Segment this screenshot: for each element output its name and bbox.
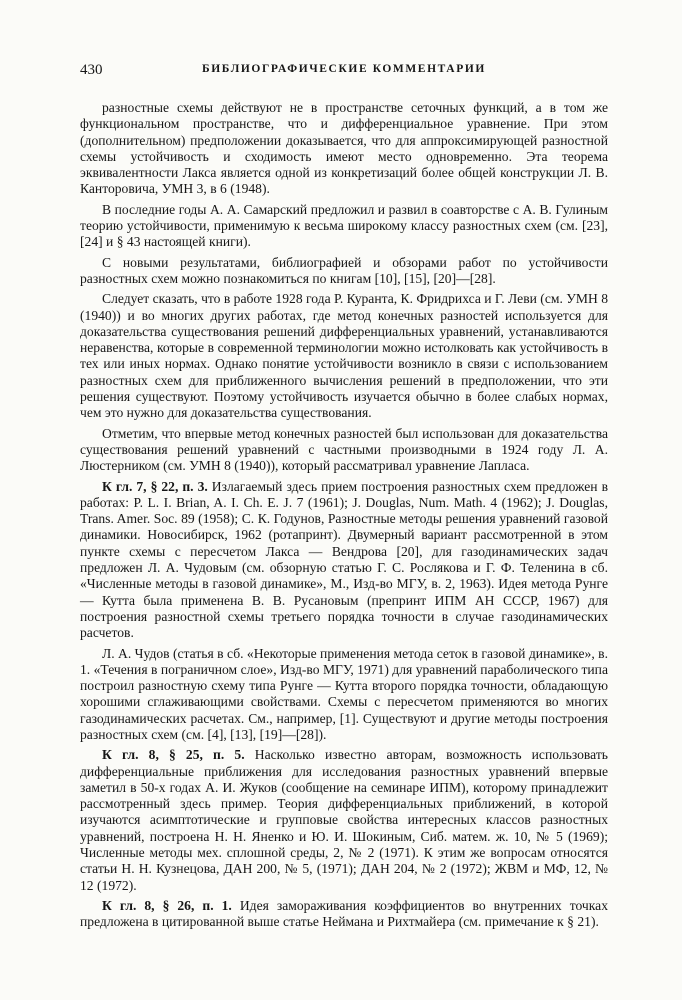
paragraph-text: С новыми результатами, библиографией и обзорами работ по устойчивости разностных схем можно познакомиться по книгам [10], [15], [20]—[28]. — [80, 254, 608, 286]
paragraph-text: В последние годы А. А. Самарский предложил и развил в соавторстве с А. В. Гулиным теорию устойчивости, применимую к весьма широкому классу разностных схем (см. [23], [24] и § 43 настоящей книги). — [80, 201, 608, 250]
page-body — [80, 100, 608, 935]
comment-reference: К гл. 8, § 25, п. 5. — [102, 747, 245, 763]
comment-reference: К гл. 8, § 26, п. 1. — [102, 897, 232, 913]
paragraph-text: Излагаемый здесь прием построения разностных схем предложен в работах: P. L. I. Brian, A. I. Ch. E. J. 7 (1961); J. Douglas, Num. Math. 4 (1962); J. Douglas, Trans. Amer. Soc. 89 (1958); С. К. Годунов, Разностные методы решения уравнений газовой динамики. Новосибирск, 1962 (ротапринт). Двумерный вариант рассмотренной в этом пункте схемы с пересчетом Лакса — Вендрова [20], для газодинамических задач предложен Л. А. Чудовым (см. обзорную статью Г. С. Рослякова и Г. Ф. Теленина в сб. «Численные методы в газовой динамике», М., Изд-во МГУ, в. 2, 1963). Идея метода Рунге — Кутта была применена В. В. Русановым (препринт ИПМ АН СССР, 1967) для построения разностной схемы третьего порядка точности в случае газодинамических расчетов. — [80, 478, 608, 641]
paragraph — [80, 646, 608, 744]
paragraph-text: Отметим, что впервые метод конечных разностей был использован для доказательства существования решений уравнений с частными производными в 1924 году Л. А. Люстерником (см. УМН 8 (1940)), который рассматривал уравнение Лапласа. — [80, 425, 608, 474]
paragraph — [80, 898, 608, 931]
comment-reference: К гл. 7, § 22, п. 3. — [102, 478, 208, 494]
paragraph-text: Следует сказать, что в работе 1928 года Р. Куранта, К. Фридрихса и Г. Леви (см. УМН 8 (1940)) и во многих других работах, где метод конечных разностей используется для доказательства существования решений дифференциальных уравнений, устанавливаются неравенства, которые в современной терминологии можно истолковать как устойчивость в тех или иных нормах. Однако понятие устойчивости возникло в связи с использованием разностных схем для приближенного вычисления решений в предположении, что эти решения существуют. Поэтому устойчивость изучается обычно в более слабых нормах, чем это нужно для доказательства существования. — [80, 291, 608, 421]
paragraph — [80, 479, 608, 642]
paragraph — [80, 747, 608, 894]
paragraph — [80, 100, 608, 198]
paragraph-text: Л. А. Чудов (статья в сб. «Некоторые применения метода сеток в газовой динамике», в. 1. «Течения в пограничном слое», Изд-во МГУ, 1971) для уравнений параболического типа построил разностную схему типа Рунге — Кутта второго порядка точности, обладающую хорошими сглаживающими свойствами. Схемы с пересчетом применяются во многих газодинамических расчетах. См., например, [1]. Существуют и другие методы построения разностных схем (см. [4], [13], [19]—[28]). — [80, 645, 608, 742]
page-header — [80, 62, 608, 84]
paragraph — [80, 291, 608, 421]
paragraph — [80, 426, 608, 475]
paragraph-text: Идея замораживания коэффициентов во внутренних точках предложена в цитированной выше статье Неймана и Рихтмайера (см. примечание к § 21). — [80, 897, 608, 930]
page-number: 430 — [80, 62, 103, 78]
running-title: БИБЛИОГРАФИЧЕСКИЕ КОММЕНТАРИИ — [202, 63, 486, 75]
paragraph-text: Насколько известно авторам, возможность использовать дифференциальные приближения для исследования разностных уравнений впервые заметил в 50-х годах А. И. Жуков (сообщение на семинаре ИПМ), которому принадлежит рассмотренный здесь пример. Теория дифференциальных приближений, в которой изучаются асимптотические и групповые свойства интересных классов разностных уравнений, построена Н. Н. Яненко и Ю. И. Шокиным, Сиб. матем. ж. 10, № 5 (1969); Численные методы мех. сплошной среды, 2, № 2 (1971). К этим же вопросам относятся статьи Н. Н. Кузнецова, ДАН 200, № 5, (1971); ДАН 204, № 2 (1972); ЖВМ и МФ, 12, № 12 (1972). — [80, 747, 608, 893]
paragraph-text: разностные схемы действуют не в пространстве сеточных функций, а в том же функциональном пространстве, что и дифференциальное уравнение. При этом (дополнительном) предположении доказывается, что для аппроксимирующей разностной схемы устойчивость и сходимость имеют место одновременно. Эта теорема эквивалентности Лакса является одной из конкретизаций более общей конструкции Л. В. Канторовича, УМН 3, в 6 (1948). — [80, 100, 608, 197]
paragraph — [80, 202, 608, 251]
paragraph — [80, 255, 608, 288]
